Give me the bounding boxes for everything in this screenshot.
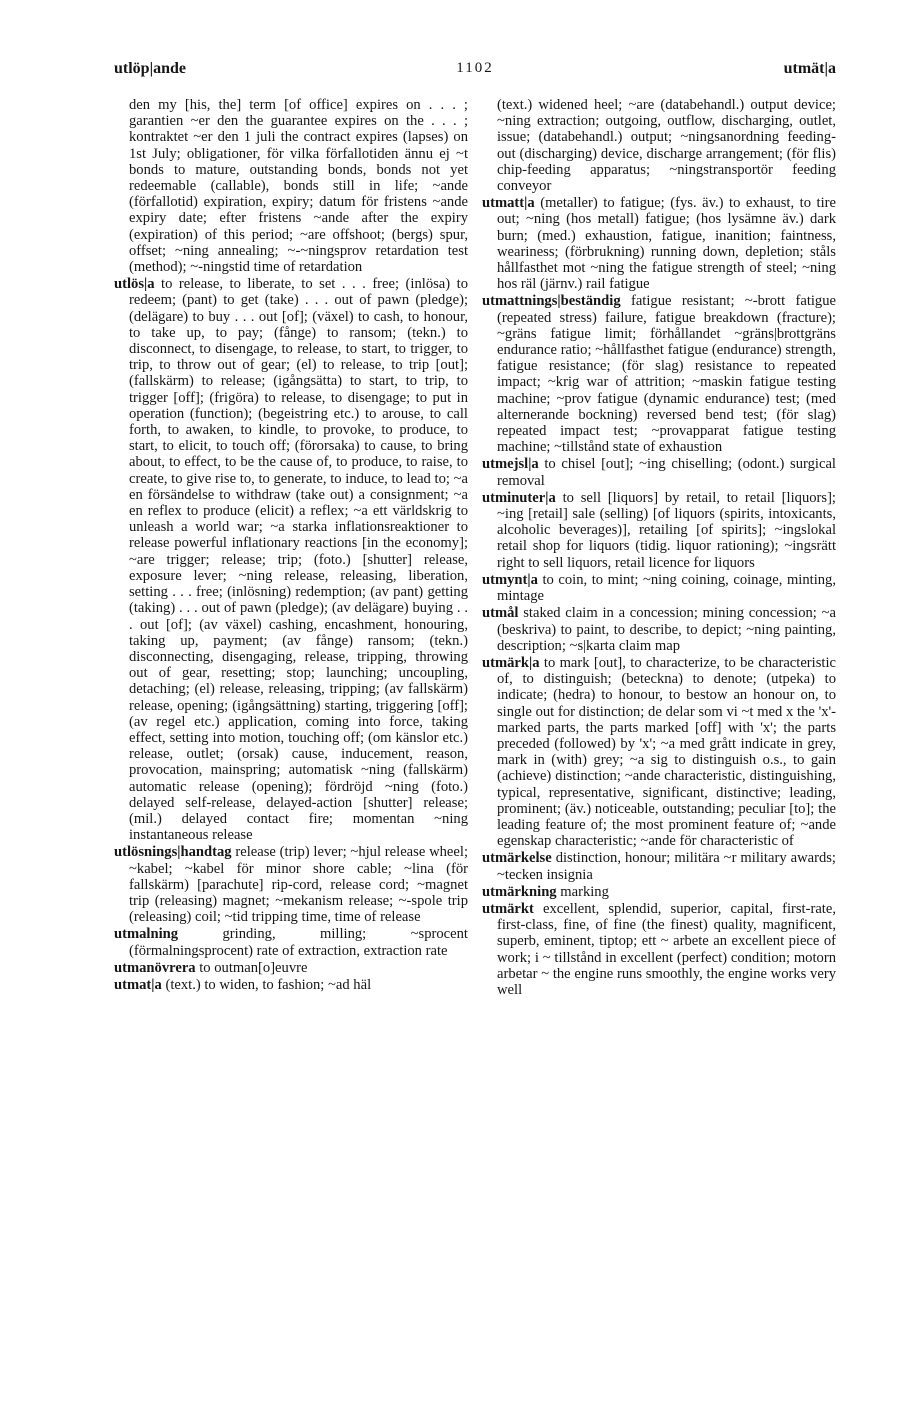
dictionary-entry <box>114 926 468 958</box>
dictionary-entry <box>482 901 836 998</box>
dictionary-entry <box>114 977 468 993</box>
entry-text: release (trip) lever; ~hjul release wheel; ~kabel; ~kabel för minor shore cable; ~lina (för fallskärm) [parachute] rip-cord, release cord; ~magnet trip (releasing) magnet; ~mekanism release; ~-spole trip (releasing) coil; ~tid tripping time, time of release <box>129 844 468 926</box>
entry-headword: utmat|a <box>114 976 162 993</box>
dictionary-entry <box>482 655 836 849</box>
page-header <box>114 60 836 84</box>
dictionary-entry <box>114 97 468 275</box>
entry-text: grinding, milling; ~sprocent (förmalningsprocent) rate of extraction, extraction rate <box>129 926 468 959</box>
entry-text: den my [his, the] term [of office] expires on . . . ; garantien ~er den the guarantee expires on the . . . ; kontraktet ~er den 1 juli the contract expires (lapses) on 1st July; obligationer, för vilka förfallotiden ännu ej ~t bonds to mature, outstanding bonds, bonds not yet redeemable (callable), bonds still in life; ~ande (förfallotid) expiration, expiry; datum för fristens ~ande expiry date; efter fristens ~ande after the expiry (expiration) of this period; ~are offshoot; (bergs) spur, offset; ~ning annealing; ~-~ningsprov retardation test (method); ~-ningstid time of retardation <box>129 97 468 276</box>
left-guide-word: utlöp|ande <box>114 60 186 77</box>
entry-text: (text.) to widen, to fashion; ~ad häl <box>161 976 372 993</box>
dictionary-entry <box>482 884 836 900</box>
entry-text: distinction, honour; militära ~r military awards; ~tecken insignia <box>497 850 836 883</box>
entry-text: to coin, to mint; ~ning coining, coinage, minting, mintage <box>497 571 836 605</box>
entry-headword: utmärkning <box>482 883 557 900</box>
dictionary-entry <box>482 195 836 292</box>
dictionary-entry <box>482 97 836 194</box>
right-column <box>482 97 836 999</box>
dictionary-entry <box>482 605 836 654</box>
entry-text: excellent, splendid, superior, capital, first-rate, first-class, fine, of fine (the finest) quality, magnificent, superb, eminent, tiptop; ett ~ arbete an excellent piece of work; i ~ tillstånd in excellent (perfect) condition; motorn arbetar ~ the engine runs smoothly, the engine works very well <box>497 900 836 998</box>
entry-text: (text.) widened heel; ~are (databehandl.) output device; ~ning extraction; outgoing, outflow, discharging, outlet, issue; (databehandl.) output; ~ningsanordning feeding-out (discharging) device, discharge arrangement; (för flis) chip-feeding apparatus; ~ningstransportör feeding conveyor <box>497 97 836 195</box>
entry-headword: utmärk|a <box>482 654 540 671</box>
page-number: 1102 <box>456 60 494 76</box>
entry-headword: utmejsl|a <box>482 456 539 473</box>
entry-headword: utminuter|a <box>482 489 556 506</box>
entry-text: to release, to liberate, to set . . . free; (inlösa) to redeem; (pant) to get (take) . . . out of pawn (pledge); (delägare) to buy . . . out [of]; (växel) to cash, to honour, to take up, to pay; (fånge) to ransom; (tekn.) to disconnect, to disengage, to release, to start, to trigger, to trip, to throw out of gear; (el) to release, to trip [out]; (fallskärm) to release; (igångsätta) to start, to trip, to trigger [off]; (frigöra) to release, to disengage; to put in operation (function); (begeistring etc.) to arouse, to call forth, to awaken, to kindle, to provoke, to produce, to start, to elicit, to touch off; (förorsaka) to cause, to bring about, to effect, to be the cause of, to produce, to raise, to create, to give rise to, to generate, to induce, to lead to; ~a en försändelse to withdraw (take out) a consignment; ~a en reflex to produce (elicit) a reflex; ~a ett världskrig to unleash a world war; ~a starka inflationsreaktioner to release powerful inflationary reactions [in the economy]; ~are trigger; release; trip; (foto.) [shutter] release, exposure lever; ~ning release, releasing, liberation, setting . . . free; (inlösning) redemption; (av pant) getting (taking) . . . out of pawn (pledge); (av delägare) buying . . . out [of]; (av växel) cashing, encashment, honouring, taking up, payment; (av fånge) ransom; (tekn.) disconnecting, disengaging, release, tripping, throwing out of gear, resetting; stop; launching; uncoupling, detaching; (el) release, releasing, tripping; (av fallskärm) release, opening; (igångsättning) starting, triggering [off]; (av regel etc.) application, coming into force, taking effect, setting into motion, touching off; (om känslor etc.) release, outlet; (orsak) cause, inducement, reason, provocation, mainspring; automatisk ~ning (fallskärm) automatic release (opening); fördröjd ~ning (foto.) delayed self-release, delayed-action [shutter] release; (mil.) delayed contact fire; momentan ~ning instantaneous release <box>129 276 468 844</box>
dictionary-entry <box>114 844 468 925</box>
entry-headword: utlösnings|handtag <box>114 844 232 861</box>
entry-headword: utmål <box>482 605 519 622</box>
entry-text: to sell [liquors] by retail, to retail [liquors]; ~ing [retail] sale (selling) [of liquors (spirits, intoxicants, alcoholic beverages)], retailing [of spirits]; ~ingslokal retail shop for liquors (tidig. liquor rationing); ~ingsrätt right to sell liquors, retail licence for liquors <box>497 489 836 571</box>
dictionary-entry <box>482 293 836 455</box>
entry-text: staked claim in a concession; mining concession; ~a (beskriva) to paint, to describe, to depict; ~ning painting, description; ~s|karta claim map <box>497 605 836 654</box>
entry-text: to chisel [out]; ~ing chiselling; (odont.) surgical removal <box>497 456 836 489</box>
entry-text: to outman[o]euvre <box>195 959 308 976</box>
entry-text: (metaller) to fatigue; (fys. äv.) to exhaust, to tire out; ~ning (hos metall) fatigue; (hos lysämne äv.) dark burn; (med.) exhaustion, fatigue, inanition; faintness, weariness; (förbrukning) running down, depletion; ståls hållfasthet mot ~ning the fatigue strength of steel; ~ning hos räl (järnv.) rail fatigue <box>497 195 836 293</box>
entry-headword: utlös|a <box>114 276 155 293</box>
dictionary-entry <box>482 456 836 488</box>
entry-headword: utmynt|a <box>482 571 538 588</box>
dictionary-entry <box>482 490 836 571</box>
dictionary-entry <box>114 960 468 976</box>
entry-headword: utmanövrera <box>114 959 196 976</box>
entry-headword: utmatt|a <box>482 195 535 212</box>
entry-text: marking <box>556 883 609 900</box>
dictionary-entry <box>482 572 836 604</box>
right-guide-word: utmät|a <box>783 60 836 77</box>
entry-headword: utmärkt <box>482 900 534 917</box>
entry-text: to mark [out], to characterize, to be characteristic of, to distinguish; (beteckna) to denote; (utpeka) to indicate; (hedra) to honour, to bestow an honour on, to single out for distinction; de delar som vi ~t med x the 'x'-marked parts, the parts marked [off] with 'x'; the parts preceded (followed) by 'x'; ~a med grått indicate in grey, mark in (with) grey; ~a sig to distinguish o.s., to gain (achieve) distinction; ~ande characteristic, distinguishing, typical, representative, significant, distinctive; leading, prominent; (äv.) noticeable, outstanding; peculiar [to]; the leading feature of; the most prominent feature of; ~ande egenskap characteristic; ~ande för characteristic of <box>497 654 836 850</box>
left-column <box>114 97 468 994</box>
entry-headword: utmattnings|beständig <box>482 293 621 310</box>
entry-headword: utmärkelse <box>482 850 552 867</box>
dictionary-entry <box>114 276 468 843</box>
entry-headword: utmalning <box>114 926 179 943</box>
entry-text: fatigue resistant; ~-brott fatigue (repeated stress) failure, fatigue breakdown (fracture); ~gräns fatigue limit; förhållandet ~gräns|brottgräns endurance ratio; ~hållfasthet fatigue (endurance) strength, fatigue resistance; (för slag) resistance to repeated impact; ~krig war of attrition; ~maskin fatigue testing machine; ~prov fatigue (dynamic endurance) test; (med alternerande bockning) reversed bend test; (för slag) repeated impact test; ~provapparat fatigue testing machine; ~tillstånd state of exhaustion <box>497 293 836 456</box>
dictionary-entry <box>482 850 836 882</box>
